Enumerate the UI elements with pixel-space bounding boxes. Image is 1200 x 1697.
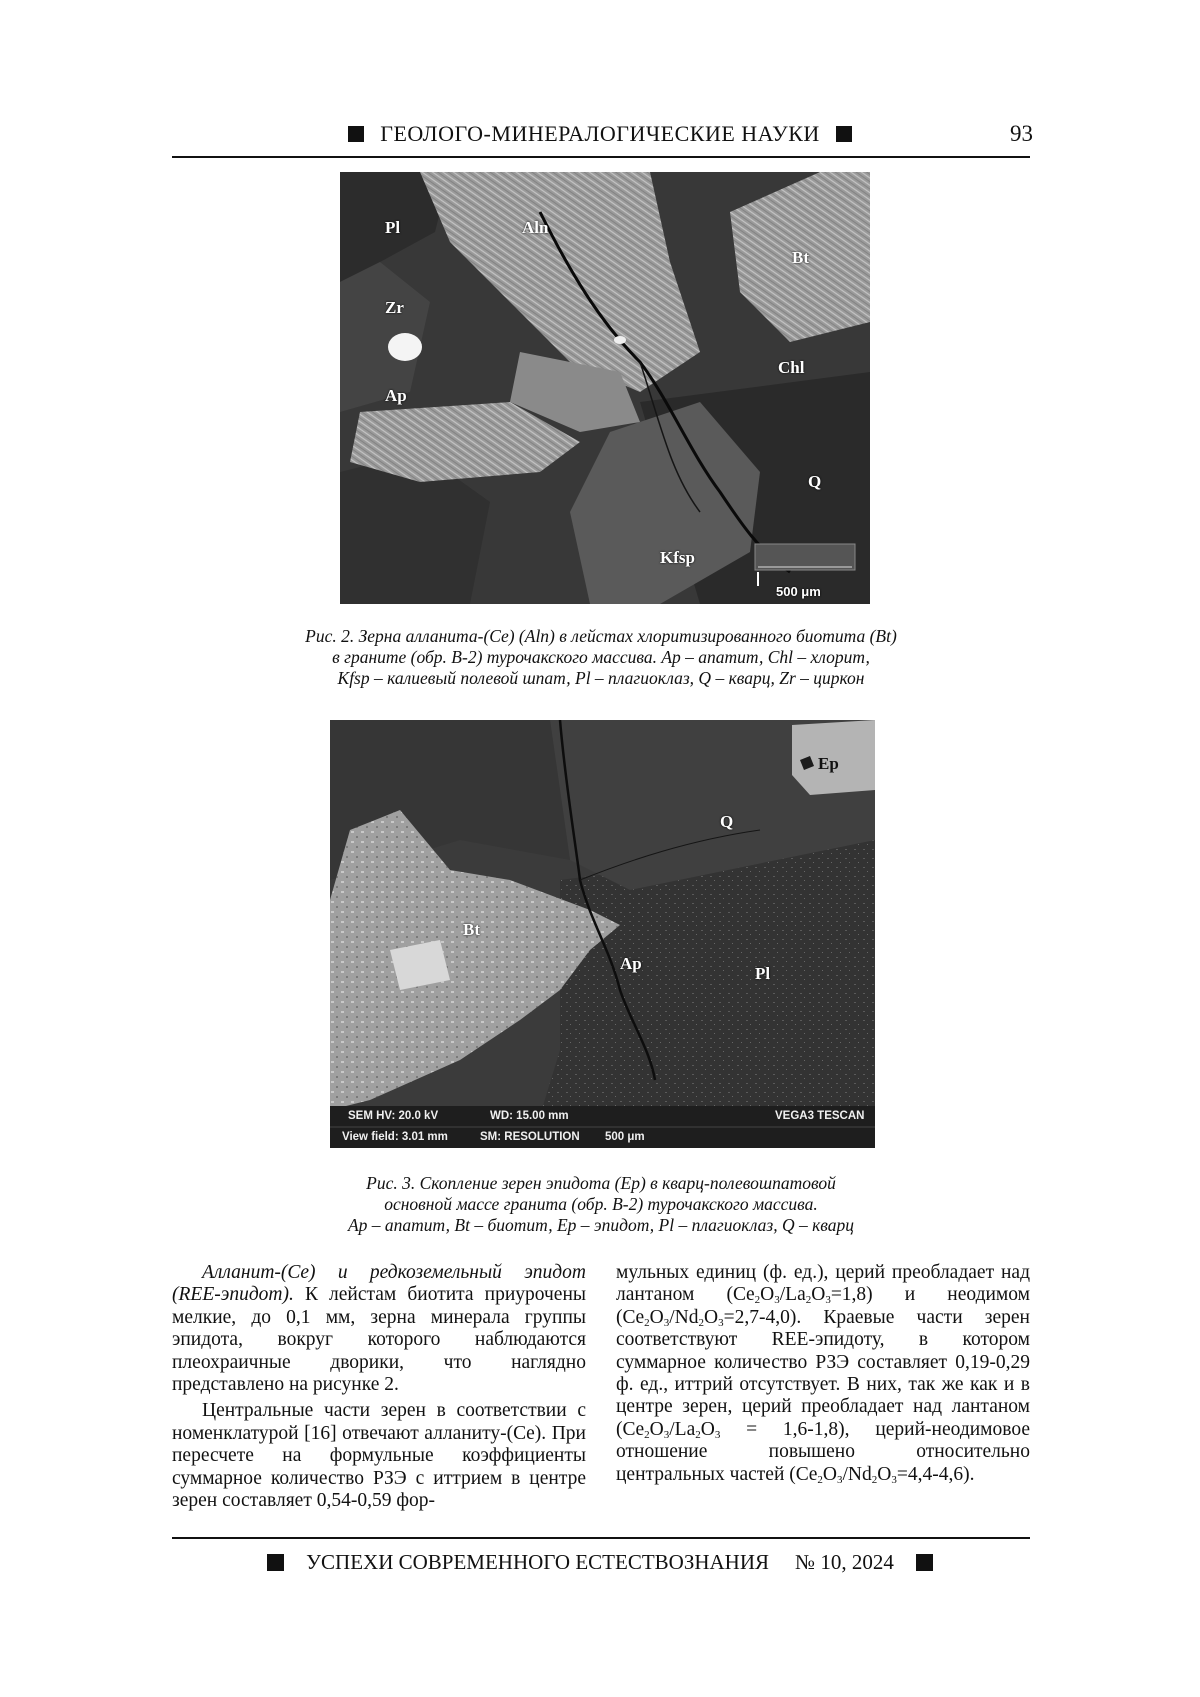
journal-section: ГЕОЛОГО-МИНЕРАЛОГИЧЕСКИЕ НАУКИ xyxy=(380,121,820,146)
square-bullet-icon xyxy=(267,1554,284,1571)
text-run: =2,7-4,0). Краевые части зерен соответствуют REE-эпидоту, в котором суммарное количество РЗЭ составляет 0,19-0,29 ф. ед., иттрий отсутствует. В них, так же как и в центре зерен, церий преобладает над лантаном (Ce xyxy=(616,1307,1030,1440)
caption-line: Ap – апатит, Bt – биотит, Ep – эпидот, Pl – плагиоклаз, Q – кварц xyxy=(172,1215,1030,1236)
text-run: мульных единиц (ф. ед.), церий преобладает над лантаном (Ce xyxy=(616,1262,1030,1305)
sem-info-bar xyxy=(330,1106,875,1148)
sem-wd: WD: 15.00 mm xyxy=(490,1110,569,1122)
footer-rule xyxy=(172,1537,1030,1539)
text-run: O xyxy=(877,1464,891,1485)
text-run: O xyxy=(823,1464,837,1485)
text-run: O xyxy=(701,1419,715,1440)
caption-line: Kfsp – калиевый полевой шпат, Pl – плагиоклаз, Q – кварц, Zr – циркон xyxy=(172,668,1030,689)
section-heading: Алланит-(Ce) и редкоземельный эпидот (REE-эпидот). xyxy=(172,1262,586,1305)
label-q: Q xyxy=(720,812,733,832)
label-ap: Ap xyxy=(620,954,642,974)
label-bt: Bt xyxy=(792,248,809,268)
label-pl: Pl xyxy=(385,218,400,238)
issue-number: № 10, 2024 xyxy=(795,1550,894,1574)
figure-3-sem-image xyxy=(330,720,875,1148)
label-chl: Chl xyxy=(778,358,804,378)
text-run: =1,8) и неодимом (Ce xyxy=(616,1284,1030,1327)
subscript: 2 xyxy=(872,1474,878,1486)
caption-line: Рис. 2. Зерна алланита-(Ce) (Aln) в лейстах хлоритизированного биотита (Bt) xyxy=(172,626,1030,647)
label-q: Q xyxy=(808,472,821,492)
subscript: 3 xyxy=(664,1429,670,1441)
caption-line: основной массе гранита (обр. В-2) турочакского массива. xyxy=(172,1194,1030,1215)
subscript: 2 xyxy=(695,1429,701,1441)
header-rule xyxy=(172,156,1030,158)
text-column-right xyxy=(616,1262,1030,1486)
label-pl: Pl xyxy=(755,964,770,984)
paragraph xyxy=(172,1262,586,1396)
subscript: 2 xyxy=(644,1429,650,1441)
caption-line: в граните (обр. В-2) турочакского массива. Ap – апатит, Chl – хлорит, xyxy=(172,647,1030,668)
subscript: 3 xyxy=(891,1474,897,1486)
running-footer xyxy=(0,1550,1200,1575)
square-bullet-icon xyxy=(836,126,852,142)
sem-brand: VEGA3 TESCAN xyxy=(775,1110,864,1122)
figure-3-caption xyxy=(172,1173,1030,1236)
text-run: /Nd xyxy=(669,1307,698,1328)
subscript: 2 xyxy=(699,1317,705,1329)
text-run: =4,4-4,6). xyxy=(897,1464,975,1485)
text-run: O xyxy=(760,1284,774,1305)
subscript: 3 xyxy=(774,1294,780,1306)
label-bt: Bt xyxy=(463,920,480,940)
paragraph xyxy=(616,1262,1030,1486)
subscript: 2 xyxy=(817,1474,823,1486)
text-run: = 1,6-1,8), церий-неодимовое отношение повышено относительно центральных частей (Ce xyxy=(616,1419,1030,1485)
paragraph: Центральные части зерен в соответствии с номенклатурой [16] отвечают алланиту-(Ce). При пересчете на формульные коэффициенты суммарное количество РЗЭ с иттрием в центре зерен составляет 0,54-0,59 фор- xyxy=(172,1400,586,1512)
text-run: /La xyxy=(780,1284,806,1305)
subscript: 2 xyxy=(644,1317,650,1329)
scale-bar-label: 500 μm xyxy=(776,584,821,599)
subscript: 3 xyxy=(715,1429,721,1441)
text-column-left xyxy=(172,1262,586,1512)
subscript: 3 xyxy=(825,1294,831,1306)
label-kfsp: Kfsp xyxy=(660,548,695,568)
sem-hv: SEM HV: 20.0 kV xyxy=(348,1110,438,1122)
text-run: O xyxy=(650,1419,664,1440)
page-number: 93 xyxy=(1010,121,1033,147)
subscript: 3 xyxy=(837,1474,843,1486)
journal-name: УСПЕХИ СОВРЕМЕННОГО ЕСТЕСТВОЗНАНИЯ xyxy=(306,1550,769,1574)
label-aln: Aln xyxy=(522,218,548,238)
paragraph-text: К лейстам биотита приурочены мелкие, до 0,1 мм, зерна минерала группы эпидота, вокруг которого наблюдаются плеохраичные дворики, что наглядно представлено на рисунке 2. xyxy=(172,1284,586,1395)
square-bullet-icon xyxy=(916,1554,933,1571)
text-run: O xyxy=(650,1307,664,1328)
subscript: 3 xyxy=(664,1317,670,1329)
figure-2-sem-image xyxy=(340,172,870,604)
sem-mode: SM: RESOLUTION xyxy=(480,1131,580,1143)
sem-scale: 500 μm xyxy=(605,1131,645,1143)
figure-2-micrograph xyxy=(340,172,870,604)
text-run: /La xyxy=(669,1419,695,1440)
subscript: 2 xyxy=(755,1294,761,1306)
label-ap: Ap xyxy=(385,386,407,406)
text-run: O xyxy=(704,1307,718,1328)
subscript: 2 xyxy=(806,1294,812,1306)
text-run: /Nd xyxy=(843,1464,872,1485)
figure-3-micrograph xyxy=(330,720,875,1148)
figure-2-caption xyxy=(172,626,1030,689)
label-ep: Ep xyxy=(818,754,839,774)
label-zr: Zr xyxy=(385,298,404,318)
text-run: O xyxy=(811,1284,825,1305)
caption-line: Рис. 3. Скопление зерен эпидота (Ep) в кварц-полевошпатовой xyxy=(172,1173,1030,1194)
subscript: 3 xyxy=(718,1317,724,1329)
sem-view-field: View field: 3.01 mm xyxy=(342,1131,448,1143)
square-bullet-icon xyxy=(348,126,364,142)
